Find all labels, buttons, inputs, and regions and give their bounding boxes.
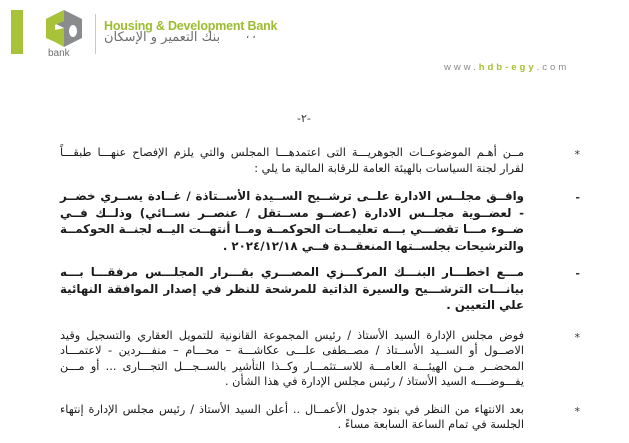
item-text: بعد الانتهاء من النظر في بنود جدول الأعمــال .. أعلن السيد الأستاذ / رئيس مجلس الإدارة إنتهاء الجلسة في تمام الساعة السابعة مساءً . xyxy=(60,402,524,431)
list-item xyxy=(60,264,580,314)
list-item xyxy=(60,188,580,254)
website-url[interactable] xyxy=(444,62,569,73)
bullet-dash: - xyxy=(575,267,580,280)
logo-wordmark: bank xyxy=(48,48,70,59)
item-text: فوض مجلس الإدارة السيد الأستاذ / رئيس المجموعة القانونية للتمويل العقاري والتسجيل وقيد الاصــول أو الســيد الأســتاذ / مصــطفى علـــى عكاشـــة – محـــام – منفـــردين - لاعتمـــاد المحضــر مــن الهيئـــة العامـــة للاســتثمـــار وكــذا التأشير بالســجـــل التجـــارى ... أو مـــن يفـــوضــــه السيد الأستاذ / رئيس مجلس الإدارة في هذا الشأن . xyxy=(60,328,524,388)
brand-color-bar xyxy=(11,10,23,54)
list-item xyxy=(60,145,580,176)
bullet-asterisk: * xyxy=(574,330,580,344)
header-marks: ، ، xyxy=(246,30,256,41)
bank-name-english: Housing & Development Bank xyxy=(104,19,278,33)
letterhead xyxy=(0,0,629,90)
website-suffix: .com xyxy=(536,62,570,73)
bullet-dash: - xyxy=(575,191,580,204)
hdb-logo xyxy=(42,8,86,58)
item-text: مـــع اخطـــار البنـــك المركـــزي المصـــري بقـــرار المجلـــس مرفقـــا بـــه بيانـــات الترشـــيح والسيرة الذاتية للمرشحة للنظر في إصدار الموافقة النهائية علي التعيين . xyxy=(60,265,524,312)
minutes-body xyxy=(60,145,580,443)
item-text: مــن أهـم الموضوعــات الجوهريـــة التى اعتمدهـــا المجلس والتي يلزم الإفصاح عنهـــا طبقـــاً لقرار لجنة السياسات بالهيئة العامة للرقابة المالية ما يلي : xyxy=(60,146,524,175)
website-prefix: www. xyxy=(444,62,479,73)
page-number: -٢- xyxy=(297,112,311,125)
house-cube-icon xyxy=(42,8,86,48)
bank-name-arabic: بنك التعمير و الإسكان xyxy=(104,30,221,45)
bullet-asterisk: * xyxy=(574,148,580,161)
item-text: وافــق مجلــس الادارة علــى ترشــيح الســيدة الأســتاذة / غــادة يســري خضــر - لعضــوية مجلــس الادارة (عضــو مســتقل / عنصــر نســائي) وذلــك فــي ضــوء مـــا تقضـــي بـــه تعليمــات الحوكمــة ومــا أنتهــت اليــه لجنــة الحوكمــة والترشيحات بجلســتها المنعقــدة فــي ٢٠٢٤/١٢/١٨ . xyxy=(60,189,524,253)
list-item xyxy=(60,328,580,390)
header-divider xyxy=(95,14,96,54)
bullet-asterisk: * xyxy=(574,404,580,418)
website-domain: hdb-egy xyxy=(478,62,537,73)
list-item xyxy=(60,402,580,433)
